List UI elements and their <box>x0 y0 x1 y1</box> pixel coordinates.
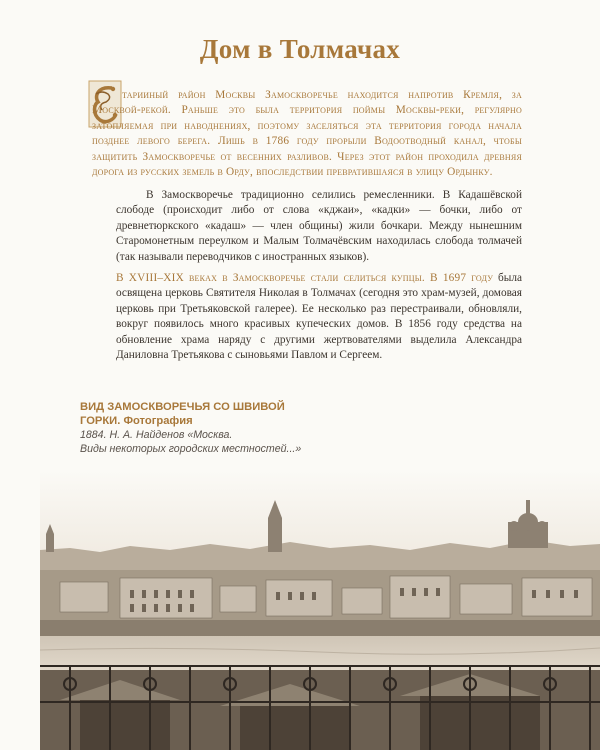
photo-caption-source <box>80 428 400 456</box>
article-paragraph-2: В Замоскворечье традиционно селились ремесленники. В Кадашёвской слободе (происходит либо от слова «кджаи», «кадки» — бочки, либо от древнетюркского «кадаш» — член общины) жили бочкари. Между нынешним Старомонетным переулком и Малым Толмачёвским находилась слобода толмачей (так называли переводчиков с иностранных языков). <box>116 189 522 263</box>
caption-source-line-2: Виды некоторых городских местностей...» <box>80 443 302 455</box>
paragraph-body: была освящена церковь Святителя Николая в Толмачах (сегодня это храм-музей, домовая церковь при Третьяковской галерее). Ее несколько раз перестраивали, обновляли, вокруг появилось много красивых купеческих домов. В 1856 году средства на обновление храма наряду с другими жертвователями выделила Александра Даниловна Третьякова с сыновьями Павлом и Сергеем. <box>116 272 522 362</box>
article-paragraph-3 <box>116 271 522 363</box>
page-title: Дом в Толмачах <box>199 34 401 64</box>
caption-title-tail: Фотография <box>123 415 193 427</box>
caption-source-line-1: 1884. Н. А. Найденов «Москва. <box>80 429 233 441</box>
paragraph-lead: В XVIII–XIX веках в Замоскворечье стали селиться купцы. В 1697 году <box>116 272 494 284</box>
caption-title-text: ВИД ЗАМОСКВОРЕЧЬЯ СО ШВИВОЙ ГОРКИ. <box>80 401 285 427</box>
photo-caption-title <box>80 400 320 428</box>
historic-photograph <box>40 470 600 750</box>
article-paragraph-1 <box>92 88 522 180</box>
paragraph-lead: тарииный район Москвы Замоскворечье находится напротив Кремля, за Москвой-рекой. Раньше это была территория поймы Москвы-реки, регулярно затопляемая при наводнениях, поэтому заселяться эта территория города начала позднее левого берега. Лишь в 1786 году прорыли Водоотводный канал, чтобы защитить Замоскворечье от весенних разливов. Через этот район проходила древняя дорога из русских земель в Орду, впоследствии превратившаяся в улицу Ордынку. <box>92 89 522 179</box>
